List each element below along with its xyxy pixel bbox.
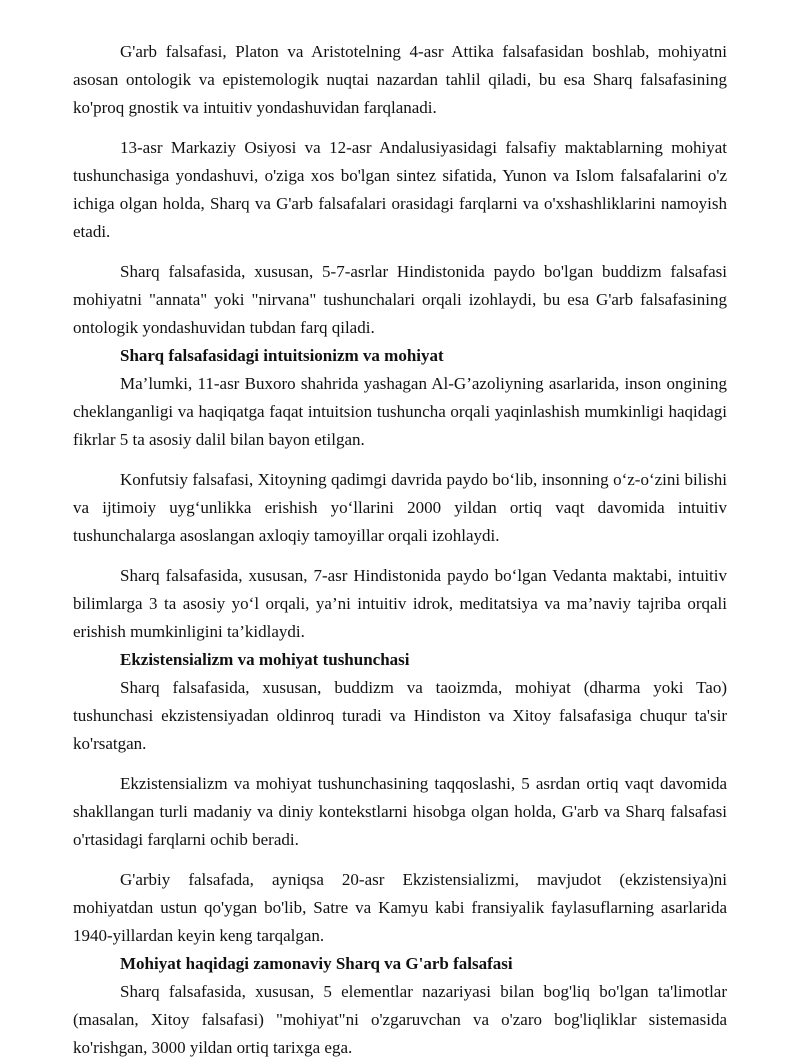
section-heading-intuitionism: Sharq falsafasidagi intuitsionizm va mohiyat — [120, 346, 444, 365]
section-heading-modern: Mohiyat haqidagi zamonaviy Sharq va G'arb falsafasi — [120, 954, 513, 973]
paragraph-9: G'arbiy falsafada, ayniqsa 20-asr Ekzistensializmi, mavjudot (ekzistensiya)ni mohiyatdan ustun qo'ygan bo'lib, Satre va Kamyu kabi fransiyalik faylasuflarning asarlarida 1940-yillardan keyin keng tarqalgan. — [73, 870, 727, 945]
paragraph-6: Sharq falsafasida, xususan, 7-asr Hindistonida paydo bo‘lgan Vedanta maktabi, intuitiv bilimlarga 3 ta asosiy yo‘l orqali, ya’ni intuitiv idrok, meditatsiya va ma’naviy tajriba orqali erishish mumkinligini ta’kidlaydi. — [73, 566, 727, 641]
document-page — [73, 38, 727, 1062]
paragraph-5: Konfutsiy falsafasi, Xitoyning qadimgi davrida paydo bo‘lib, insonning o‘z-o‘zini bilishi va ijtimoiy uyg‘unlikka erishish yo‘llarini 2000 yildan ortiq vaqt davomida intuitiv tushunchalarga asoslangan axloqiy tamoyillar orqali izohlaydi. — [73, 470, 727, 545]
paragraph-1: G'arb falsafasi, Platon va Aristotelning 4-asr Attika falsafasidan boshlab, mohiyatni asosan ontologik va epistemologik nuqtai nazardan tahlil qiladi, bu esa Sharq falsafasining ko'proq gnostik va intuitiv yondashuvidan farqlanadi. — [73, 42, 727, 117]
paragraph-3: Sharq falsafasida, xususan, 5-7-asrlar Hindistonida paydo bo'lgan buddizm falsafasi mohiyatni "annata" yoki "nirvana" tushunchalari orqali izohlaydi, bu esa G'arb falsafasining ontologik yondashuvidan tubdan farq qiladi. — [73, 262, 727, 337]
paragraph-8: Ekzistensializm va mohiyat tushunchasining taqqoslashi, 5 asrdan ortiq vaqt davomida shakllangan turli madaniy va diniy kontekstlarni hisobga olgan holda, G'arb va Sharq falsafasi o'rtasidagi farqlarni ochib beradi. — [73, 774, 727, 849]
paragraph-7: Sharq falsafasida, xususan, buddizm va taoizmda, mohiyat (dharma yoki Tao) tushunchasi ekzistensiyadan oldinroq turadi va Hindiston va Xitoy falsafasiga chuqur ta'sir ko'rsatgan. — [73, 678, 727, 753]
paragraph-2: 13-asr Markaziy Osiyosi va 12-asr Andalusiyasidagi falsafiy maktablarning mohiyat tushunchasiga yondashuvi, o'ziga xos bo'lgan sintez sifatida, Yunon va Islom falsafalarini o'z ichiga olgan holda, Sharq va G'arb falsafalari orasidagi farqlarni va o'xshashliklarini namoyish etadi. — [73, 138, 727, 241]
paragraph-4: Ma’lumki, 11-asr Buxoro shahrida yashagan Al-G’azoliyning asarlarida, inson ongining cheklanganligi va haqiqatga faqat intuitsion tushuncha orqali yaqinlashish mumkinligi haqidagi fikrlar 5 ta asosiy dalil bilan bayon etilgan. — [73, 374, 727, 449]
paragraph-10: Sharq falsafasida, xususan, 5 elementlar nazariyasi bilan bog'liq bo'lgan ta'limotlar (masalan, Xitoy falsafasi) "mohiyat"ni o'zgaruvchan va o'zaro bog'liqliklar sistemasida ko'rishgan, 3000 yildan ortiq tarixga ega. — [73, 982, 727, 1057]
section-heading-existentialism: Ekzistensializm va mohiyat tushunchasi — [120, 650, 410, 669]
